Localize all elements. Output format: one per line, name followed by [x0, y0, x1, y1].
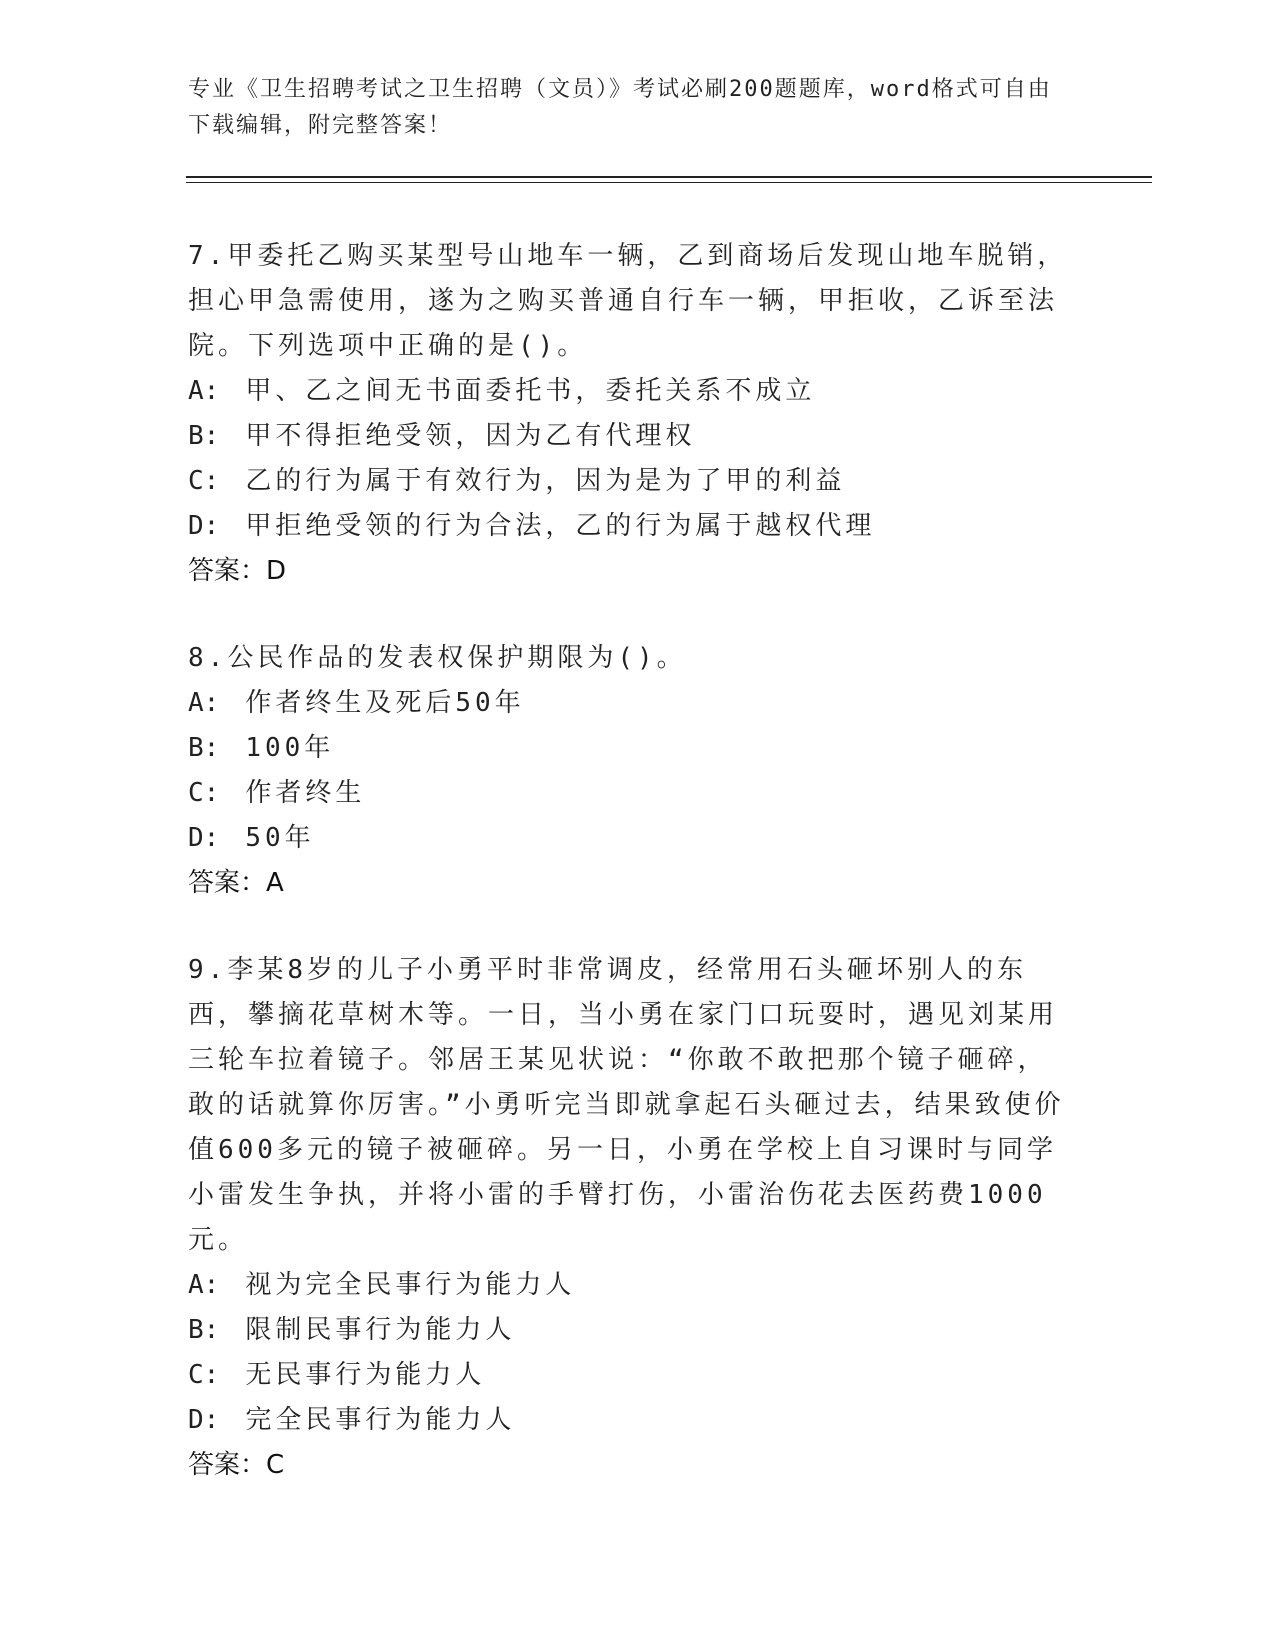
question-stem — [188, 234, 1068, 369]
option-d — [188, 1398, 1068, 1443]
answer-line: 答案：D — [188, 556, 287, 586]
answer-line: 答案：C — [188, 1450, 285, 1480]
header-divider-thick — [186, 176, 1152, 178]
question-stem — [188, 636, 1068, 681]
option-a — [188, 681, 1068, 726]
option-letter: B: — [188, 733, 220, 763]
option-text: 完全民事行为能力人 — [245, 1405, 516, 1435]
question-9 — [188, 948, 1068, 1488]
question-text: 李某8岁的儿子小勇平时非常调皮，经常用石头砸坏别人的东西，攀摘花草树木等。一日，当小勇在家门口玩耍时，遇见刘某用三轮车拉着镜子。邻居王某见状说：“你敢不敢把那个镜子砸碎，敢的话就算你厉害。”小勇听完当即就拿起石头砸过去，结果致使价值600多元的镜子被砸碎。另一日，小勇在学校上自习课时与同学小雷发生争执，并将小雷的手臂打伤，小雷治伤花去医药费1000元。 — [188, 955, 1065, 1255]
option-b — [188, 726, 1068, 771]
option-text: 甲拒绝受领的行为合法，乙的行为属于越权代理 — [245, 511, 876, 541]
option-text: 作者终生及死后50年 — [245, 688, 525, 718]
option-text: 甲、乙之间无书面委托书，委托关系不成立 — [245, 376, 816, 406]
option-a — [188, 1263, 1068, 1308]
option-b — [188, 414, 1068, 459]
question-text: 公民作品的发表权保护期限为()。 — [227, 643, 687, 673]
question-number: 7. — [188, 241, 228, 271]
question-number: 8. — [188, 643, 228, 673]
option-d — [188, 816, 1068, 861]
option-text: 100年 — [245, 733, 335, 763]
option-letter: D: — [188, 511, 220, 541]
option-text: 乙的行为属于有效行为，因为是为了甲的利益 — [245, 466, 846, 496]
option-letter: A: — [188, 1270, 220, 1300]
question-stem — [188, 948, 1068, 1263]
option-a — [188, 369, 1068, 414]
option-letter: C: — [188, 778, 220, 808]
option-c — [188, 771, 1068, 816]
option-c — [188, 459, 1068, 504]
answer-line: 答案：A — [188, 868, 284, 898]
option-text: 限制民事行为能力人 — [245, 1315, 516, 1345]
question-number: 9. — [188, 955, 228, 985]
option-text: 视为完全民事行为能力人 — [245, 1270, 576, 1300]
option-letter: C: — [188, 1360, 220, 1390]
option-d — [188, 504, 1068, 549]
question-8 — [188, 636, 1068, 906]
question-text: 甲委托乙购买某型号山地车一辆，乙到商场后发现山地车脱销，担心甲急需使用，遂为之购买普通自行车一辆，甲拒收，乙诉至法院。下列选项中正确的是()。 — [188, 241, 1068, 361]
option-letter: D: — [188, 823, 220, 853]
option-text: 甲不得拒绝受领，因为乙有代理权 — [245, 421, 696, 451]
question-list — [188, 234, 1068, 1530]
option-letter: A: — [188, 376, 220, 406]
option-b — [188, 1308, 1068, 1353]
document-header: 专业《卫生招聘考试之卫生招聘（文员）》考试必刷200题题库，word格式可自由下载编辑，附完整答案！ — [188, 77, 1052, 138]
header-divider-thin — [186, 182, 1152, 183]
option-letter: A: — [188, 688, 220, 718]
option-c — [188, 1353, 1068, 1398]
option-letter: D: — [188, 1405, 220, 1435]
question-7 — [188, 234, 1068, 594]
option-text: 作者终生 — [245, 778, 366, 808]
option-letter: B: — [188, 1315, 220, 1345]
option-letter: C: — [188, 466, 220, 496]
option-text: 50年 — [245, 823, 315, 853]
option-letter: B: — [188, 421, 220, 451]
option-text: 无民事行为能力人 — [245, 1360, 486, 1390]
